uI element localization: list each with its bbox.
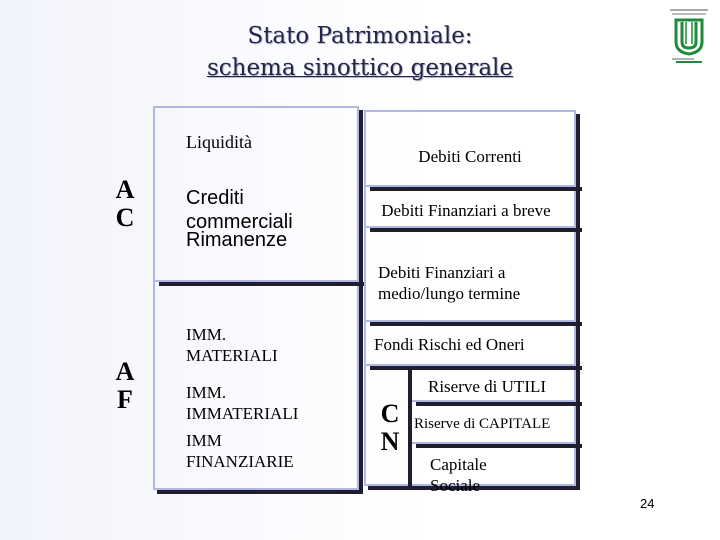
debiti-correnti-label: Debiti Correnti [418,147,522,166]
slide-title [120,20,600,84]
university-logo-icon [664,6,714,68]
crediti-line-1: Crediti [186,187,244,209]
imm-immateriali-label: IMM. IMMATERIALI [186,383,299,423]
divider-debiti-correnti [364,185,576,187]
divider-riserve-utili [410,400,576,402]
divider-debiti-ml [364,320,576,322]
title-line-1: Stato Patrimoniale: [247,23,473,49]
crediti-line-2: commerciali [186,211,293,233]
riserve-utili-label: Riserve di UTILI [428,377,547,396]
cn-label: C N [380,399,400,456]
imm-materiali-label: IMM. MATERIALI [186,325,278,365]
af-label: A F [115,357,135,414]
debiti-fin-ml-label: Debiti Finanziari a medio/lungo termine [378,263,521,303]
liquidita-label: Liquidità [186,132,252,152]
cn-separator [408,366,412,490]
capitale-sociale-label: Capitale Sociale [430,455,487,495]
rimanenze-label: Rimanenze [186,229,288,251]
divider-riserve-capitale [410,442,576,444]
fondi-label: Fondi Rischi ed Oneri [374,335,525,354]
divider-debiti-breve [364,226,576,228]
debiti-fin-breve-label: Debiti Finanziari a breve [381,201,551,220]
title-line-2: schema sinottico generale [206,55,514,81]
ac-label: A C [115,175,135,232]
crediti-block [186,188,293,250]
page-number: 24 [640,496,655,511]
assets-divider [153,280,359,282]
divider-fondi [364,364,576,366]
riserve-capitale-label: Riserve di CAPITALE [414,416,551,432]
imm-finanziarie-label: IMM FINANZIARIE [186,431,294,471]
